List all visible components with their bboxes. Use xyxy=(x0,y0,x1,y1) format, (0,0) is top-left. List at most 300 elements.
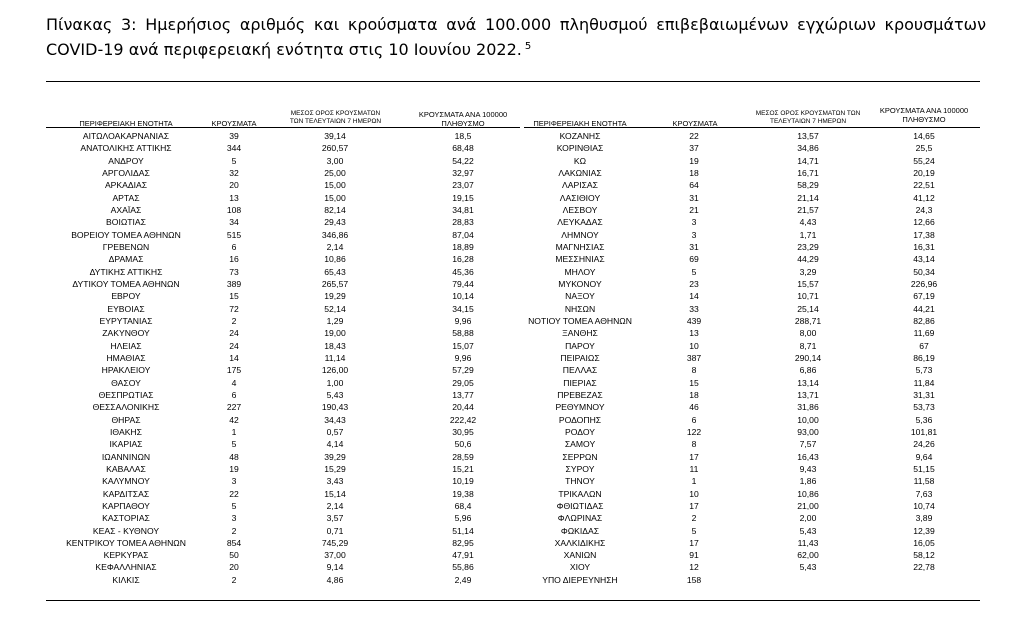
cases-cell: 15 xyxy=(689,377,699,388)
per100k-cell: 9,96 xyxy=(454,352,472,363)
cases-cell: 389 xyxy=(226,278,242,289)
cases-cell: 2 xyxy=(231,574,237,585)
region-cell: ΠΡΕΒΕΖΑΣ xyxy=(557,389,603,400)
region-cell: ΘΕΣΣΑΛΟΝΙΚΗΣ xyxy=(92,402,160,413)
cases-cell: 5 xyxy=(691,525,697,536)
cases-cell: 18 xyxy=(689,167,699,178)
cases-cell: 10 xyxy=(689,488,699,499)
per100k-cell: 68,4 xyxy=(454,500,472,511)
per100k-cell: 41,12 xyxy=(913,192,935,203)
cases-cell: 122 xyxy=(686,426,702,437)
region-cell: ΚΑΒΑΛΑΣ xyxy=(106,463,146,474)
avg7-cell: 25,00 xyxy=(324,167,346,178)
region-cell: ΤΗΝΟΥ xyxy=(565,476,595,487)
cases-cell: 227 xyxy=(226,402,242,413)
per100k-cell: 226,96 xyxy=(910,278,938,289)
avg7-cell: 9,14 xyxy=(326,562,344,573)
avg7-cell: 1,71 xyxy=(799,229,817,240)
per100k-cell: 82,95 xyxy=(452,537,474,548)
region-cell: ΚΟΖΑΝΗΣ xyxy=(559,131,601,141)
table-row xyxy=(0,475,1033,487)
cases-cell: 48 xyxy=(229,451,239,462)
avg7-cell: 288,71 xyxy=(794,315,822,326)
region-cell: ΚΑΡΠΑΘΟΥ xyxy=(102,500,150,511)
table-row xyxy=(0,229,1033,241)
region-cell: ΚΑΣΤΟΡΙΑΣ xyxy=(102,513,150,524)
per100k-cell: 67,19 xyxy=(913,291,935,302)
per100k-cell: 55,86 xyxy=(452,562,474,573)
per100k-cell: 54,22 xyxy=(452,155,474,166)
cases-cell: 5 xyxy=(231,500,237,511)
caption-text: Πίνακας 3: Ημερήσιος αριθμός και κρούσματα ανά 100.000 πληθυσμού επιβεβαιωμένων εγχώριων κρουσμάτων COVID-19 ανά περιφερειακή ενότητα στις 10 Ιουνίου 2022. xyxy=(46,15,986,59)
avg7-cell: 4,14 xyxy=(326,439,344,450)
avg7-cell: 11,43 xyxy=(797,537,819,548)
cases-cell: 21 xyxy=(689,204,699,215)
cases-cell: 14 xyxy=(689,291,699,302)
cases-cell: 64 xyxy=(689,180,699,191)
table-row xyxy=(0,216,1033,228)
avg7-cell: 3,00 xyxy=(326,155,344,166)
per100k-cell: 10,19 xyxy=(452,476,474,487)
avg7-cell: 23,29 xyxy=(797,241,819,252)
cases-cell: 22 xyxy=(229,488,239,499)
avg7-cell: 290,14 xyxy=(794,352,822,363)
avg7-cell: 9,43 xyxy=(799,463,817,474)
table-row xyxy=(0,290,1033,302)
table-row xyxy=(0,352,1033,364)
cases-cell: 24 xyxy=(229,340,239,351)
region-cell: ΝΑΞΟΥ xyxy=(565,291,595,302)
per100k-cell: 29,05 xyxy=(452,377,474,388)
region-cell: ΘΑΣΟΥ xyxy=(111,377,141,388)
avg7-cell: 34,43 xyxy=(324,414,346,425)
per100k-cell: 17,38 xyxy=(913,229,935,240)
avg7-cell: 15,57 xyxy=(797,278,819,289)
footnote-marker: 5 xyxy=(524,41,532,52)
per100k-cell: 20,44 xyxy=(452,402,474,413)
cases-cell: 5 xyxy=(231,155,237,166)
cases-cell: 14 xyxy=(229,352,239,363)
per100k-cell: 50,34 xyxy=(913,266,935,277)
table-row xyxy=(0,253,1033,265)
avg7-cell: 10,86 xyxy=(797,488,819,499)
avg7-cell: 6,86 xyxy=(799,365,817,376)
cases-cell: 73 xyxy=(229,266,239,277)
cases-cell: 13 xyxy=(229,192,239,203)
avg7-cell: 14,71 xyxy=(797,155,819,166)
table-row xyxy=(0,315,1033,327)
region-cell: ΑΡΚΑΔΙΑΣ xyxy=(104,180,148,191)
region-cell: ΑΡΓΟΛΙΔΑΣ xyxy=(102,167,150,178)
cases-cell: 3 xyxy=(691,229,697,240)
per100k-cell: 11,69 xyxy=(913,328,935,339)
region-cell: ΚΟΡΙΝΘΙΑΣ xyxy=(556,143,604,154)
table-row xyxy=(0,130,1033,142)
avg7-cell: 13,14 xyxy=(797,377,819,388)
cases-cell: 16 xyxy=(229,254,239,265)
table-row xyxy=(0,488,1033,500)
cases-cell: 854 xyxy=(226,537,242,548)
region-cell: ΒΟΡΕΙΟΥ ΤΟΜΕΑ ΑΘΗΝΩΝ xyxy=(71,229,181,240)
cases-cell: 387 xyxy=(686,352,702,363)
cases-cell: 3 xyxy=(231,513,237,524)
region-cell: ΕΒΡΟΥ xyxy=(111,291,141,302)
avg7-cell: 13,57 xyxy=(797,131,819,141)
avg7-cell: 15,00 xyxy=(324,180,346,191)
table-row xyxy=(0,364,1033,376)
avg7-cell: 82,14 xyxy=(324,204,346,215)
region-cell: ΣΕΡΡΩΝ xyxy=(562,451,598,462)
avg7-cell: 37,00 xyxy=(324,550,346,561)
avg7-cell: 29,43 xyxy=(324,217,346,228)
region-cell: ΡΕΘΥΜΝΟΥ xyxy=(555,402,605,413)
cases-cell: 108 xyxy=(226,204,242,215)
header-per100k-left: ΚΡΟΥΣΜΑΤΑ ΑΝΑ 100000 ΠΛΗΘΥΣΜΟ xyxy=(418,110,508,128)
avg7-cell: 11,14 xyxy=(324,352,346,363)
avg7-cell: 65,43 xyxy=(324,266,346,277)
region-cell: ΒΟΙΩΤΙΑΣ xyxy=(106,217,146,228)
per100k-cell: 34,15 xyxy=(452,303,474,314)
table-row xyxy=(0,278,1033,290)
region-cell: ΡΟΔΟΥ xyxy=(565,426,595,437)
region-cell: ΝΗΣΩΝ xyxy=(564,303,596,314)
region-cell: ΤΡΙΚΑΛΩΝ xyxy=(558,488,602,499)
header-cases-left: ΚΡΟΥΣΜΑΤΑ xyxy=(211,119,257,128)
avg7-cell: 5,43 xyxy=(799,562,817,573)
table-bottom-rule xyxy=(46,600,980,601)
cases-cell: 42 xyxy=(229,414,239,425)
per100k-cell: 18,89 xyxy=(452,241,474,252)
avg7-cell: 10,86 xyxy=(324,254,346,265)
table-row xyxy=(0,451,1033,463)
per100k-cell: 24,3 xyxy=(915,204,933,215)
region-cell: ΑΡΤΑΣ xyxy=(112,192,140,203)
cases-cell: 69 xyxy=(689,254,699,265)
per100k-cell: 2,49 xyxy=(454,574,472,585)
region-cell: ΜΗΛΟΥ xyxy=(564,266,596,277)
avg7-cell: 3,43 xyxy=(326,476,344,487)
cases-cell: 10 xyxy=(689,340,699,351)
avg7-cell: 3,29 xyxy=(799,266,817,277)
table-row xyxy=(0,204,1033,216)
region-cell: ΚΕΦΑΛΛΗΝΙΑΣ xyxy=(95,562,157,573)
per100k-cell: 68,48 xyxy=(452,143,474,154)
region-cell: ΚΕΡΚΥΡΑΣ xyxy=(103,550,149,561)
cases-cell: 13 xyxy=(689,328,699,339)
cases-cell: 34 xyxy=(229,217,239,228)
avg7-cell: 3,57 xyxy=(326,513,344,524)
cases-cell: 37 xyxy=(689,143,699,154)
avg7-cell: 18,43 xyxy=(324,340,346,351)
avg7-cell: 2,00 xyxy=(799,513,817,524)
region-cell: ΠΑΡΟΥ xyxy=(565,340,595,351)
per100k-cell: 12,39 xyxy=(913,525,935,536)
table-row xyxy=(0,377,1033,389)
region-cell: ΑΝΑΤΟΛΙΚΗΣ ΑΤΤΙΚΗΣ xyxy=(80,143,172,154)
avg7-cell: 8,71 xyxy=(799,340,817,351)
per100k-cell: 20,19 xyxy=(913,167,935,178)
per100k-cell: 10,14 xyxy=(452,291,474,302)
header-region-left: ΠΕΡΙΦΕΡΕΙΑΚΗ ΕΝΟΤΗΤΑ xyxy=(79,119,173,128)
table-row xyxy=(0,525,1033,537)
cases-cell: 17 xyxy=(689,451,699,462)
header-avg7-left: ΜΕΣΟΣ ΟΡΟΣ ΚΡΟΥΣΜΑΤΩΝ ΤΩΝ ΤΕΛΕΥΤΑΙΩΝ 7 ΗΜΕΡΩΝ xyxy=(289,110,382,125)
per100k-cell: 19,38 xyxy=(452,488,474,499)
avg7-cell: 44,29 xyxy=(797,254,819,265)
cases-cell: 5 xyxy=(691,266,697,277)
per100k-cell: 79,44 xyxy=(452,278,474,289)
avg7-cell: 4,43 xyxy=(799,217,817,228)
region-cell: ΠΕΛΛΑΣ xyxy=(562,365,598,376)
per100k-cell: 5,73 xyxy=(915,365,933,376)
per100k-cell: 30,95 xyxy=(452,426,474,437)
table-row xyxy=(0,549,1033,561)
region-cell: ΑΙΤΩΛΟΑΚΑΡΝΑΝΙΑΣ xyxy=(82,131,170,141)
table-row xyxy=(0,303,1033,315)
cases-cell: 46 xyxy=(689,402,699,413)
per100k-cell: 22,51 xyxy=(913,180,935,191)
avg7-cell: 2,14 xyxy=(326,500,344,511)
table-row xyxy=(0,327,1033,339)
cases-cell: 344 xyxy=(226,143,242,154)
avg7-cell: 5,43 xyxy=(326,389,344,400)
header-cases-right: ΚΡΟΥΣΜΑΤΑ xyxy=(672,119,718,128)
region-cell: ΙΚΑΡΙΑΣ xyxy=(109,439,143,450)
per100k-cell: 57,29 xyxy=(452,365,474,376)
per100k-cell: 28,59 xyxy=(452,451,474,462)
table-row xyxy=(0,463,1033,475)
region-cell: ΚΑΡΔΙΤΣΑΣ xyxy=(102,488,150,499)
avg7-cell: 15,00 xyxy=(324,192,346,203)
cases-cell: 17 xyxy=(689,537,699,548)
table-row xyxy=(0,340,1033,352)
cases-cell: 12 xyxy=(689,562,699,573)
avg7-cell: 5,43 xyxy=(799,525,817,536)
cases-cell: 31 xyxy=(689,192,699,203)
per100k-cell: 50,6 xyxy=(454,439,472,450)
region-cell: ΛΑΚΩΝΙΑΣ xyxy=(558,167,602,178)
header-rule-left xyxy=(46,127,520,128)
avg7-cell: 16,71 xyxy=(797,167,819,178)
per100k-cell: 34,81 xyxy=(452,204,474,215)
per100k-cell: 87,04 xyxy=(452,229,474,240)
table-row xyxy=(0,179,1033,191)
avg7-cell: 10,00 xyxy=(797,414,819,425)
region-cell: ΕΥΒΟΙΑΣ xyxy=(107,303,145,314)
region-cell: ΔΥΤΙΚΟΥ ΤΟΜΕΑ ΑΘΗΝΩΝ xyxy=(72,278,180,289)
region-cell: ΕΥΡΥΤΑΝΙΑΣ xyxy=(99,315,153,326)
cases-cell: 515 xyxy=(226,229,242,240)
per100k-cell: 9,96 xyxy=(454,315,472,326)
cases-cell: 31 xyxy=(689,241,699,252)
avg7-cell: 2,14 xyxy=(326,241,344,252)
per100k-cell: 53,73 xyxy=(913,402,935,413)
avg7-cell: 7,57 xyxy=(799,439,817,450)
per100k-cell: 101,81 xyxy=(910,426,938,437)
region-cell: ΘΗΡΑΣ xyxy=(111,414,141,425)
cases-cell: 23 xyxy=(689,278,699,289)
region-cell: ΥΠΟ ΔΙΕΡΕΥΝΗΣΗ xyxy=(542,574,618,585)
region-cell: ΛΕΣΒΟΥ xyxy=(562,204,598,215)
table-row xyxy=(0,192,1033,204)
table-row xyxy=(0,155,1033,167)
per100k-cell: 43,14 xyxy=(913,254,935,265)
region-cell: ΦΛΩΡΙΝΑΣ xyxy=(557,513,603,524)
avg7-cell: 19,29 xyxy=(324,291,346,302)
table-caption xyxy=(46,14,986,61)
table-row xyxy=(0,438,1033,450)
avg7-cell: 25,14 xyxy=(797,303,819,314)
region-cell: ΝΟΤΙΟΥ ΤΟΜΕΑ ΑΘΗΝΩΝ xyxy=(528,315,632,326)
avg7-cell: 39,29 xyxy=(324,451,346,462)
avg7-cell: 15,29 xyxy=(324,463,346,474)
table-row xyxy=(0,142,1033,154)
region-cell: ΚΑΛΥΜΝΟΥ xyxy=(102,476,150,487)
avg7-cell: 0,57 xyxy=(326,426,344,437)
per100k-cell: 15,21 xyxy=(452,463,474,474)
avg7-cell: 745,29 xyxy=(321,537,349,548)
region-cell: ΜΑΓΝΗΣΙΑΣ xyxy=(555,241,605,252)
region-cell: ΣΑΜΟΥ xyxy=(564,439,596,450)
cases-cell: 1 xyxy=(231,426,237,437)
region-cell: ΠΙΕΡΙΑΣ xyxy=(563,377,597,388)
per100k-cell: 13,77 xyxy=(452,389,474,400)
region-cell: ΔΡΑΜΑΣ xyxy=(108,254,144,265)
region-cell: ΚΕΑΣ - ΚΥΘΝΟΥ xyxy=(92,525,160,536)
region-cell: ΦΩΚΙΔΑΣ xyxy=(560,525,600,536)
avg7-cell: 58,29 xyxy=(797,180,819,191)
region-cell: ΛΑΣΙΘΙΟΥ xyxy=(559,192,601,203)
per100k-cell: 10,74 xyxy=(913,500,935,511)
avg7-cell: 39,14 xyxy=(324,131,346,141)
per100k-cell: 82,86 xyxy=(913,315,935,326)
avg7-cell: 15,14 xyxy=(324,488,346,499)
header-rule-right xyxy=(524,127,980,128)
cases-cell: 158 xyxy=(686,574,702,585)
region-cell: ΧΑΛΚΙΔΙΚΗΣ xyxy=(554,537,606,548)
per100k-cell: 22,78 xyxy=(913,562,935,573)
cases-cell: 175 xyxy=(226,365,242,376)
cases-cell: 11 xyxy=(689,463,699,474)
cases-cell: 6 xyxy=(691,414,697,425)
cases-cell: 19 xyxy=(229,463,239,474)
table-row xyxy=(0,500,1033,512)
avg7-cell: 13,71 xyxy=(797,389,819,400)
per100k-cell: 58,88 xyxy=(452,328,474,339)
table-row xyxy=(0,266,1033,278)
region-cell: ΑΝΔΡΟΥ xyxy=(108,155,144,166)
cases-cell: 33 xyxy=(689,303,699,314)
per100k-cell: 16,31 xyxy=(913,241,935,252)
region-cell: ΡΟΔΟΠΗΣ xyxy=(558,414,602,425)
per100k-cell: 67 xyxy=(919,340,929,351)
per100k-cell: 24,26 xyxy=(913,439,935,450)
cases-cell: 22 xyxy=(689,131,699,141)
avg7-cell: 10,71 xyxy=(797,291,819,302)
region-cell: ΓΡΕΒΕΝΩΝ xyxy=(102,241,150,252)
table-row xyxy=(0,414,1033,426)
avg7-cell: 93,00 xyxy=(797,426,819,437)
per100k-cell: 15,07 xyxy=(452,340,474,351)
avg7-cell: 62,00 xyxy=(797,550,819,561)
table-row xyxy=(0,167,1033,179)
per100k-cell: 7,63 xyxy=(915,488,933,499)
region-cell: ΗΡΑΚΛΕΙΟΥ xyxy=(101,365,151,376)
per100k-cell: 5,36 xyxy=(915,414,933,425)
region-cell: ΛΗΜΝΟΥ xyxy=(561,229,599,240)
table-row xyxy=(0,512,1033,524)
cases-cell: 24 xyxy=(229,328,239,339)
avg7-cell: 190,43 xyxy=(321,402,349,413)
table-row xyxy=(0,426,1033,438)
cases-cell: 3 xyxy=(231,476,237,487)
per100k-cell: 11,84 xyxy=(913,377,935,388)
cases-cell: 8 xyxy=(691,365,697,376)
cases-cell: 32 xyxy=(229,167,239,178)
per100k-cell: 23,07 xyxy=(452,180,474,191)
header-avg7-right: ΜΕΣΟΣ ΟΡΟΣ ΚΡΟΥΣΜΑΤΩΝ ΤΩΝ ΤΕΛΕΥΤΑΙΩΝ 7 ΗΜΕΡΩΝ xyxy=(755,110,861,125)
per100k-cell: 16,05 xyxy=(913,537,935,548)
per100k-cell: 19,15 xyxy=(452,192,474,203)
region-cell: ΦΘΙΩΤΙΔΑΣ xyxy=(556,500,604,511)
region-cell: ΧΑΝΙΩΝ xyxy=(563,550,597,561)
region-cell: ΚΕΝΤΡΙΚΟΥ ΤΟΜΕΑ ΑΘΗΝΩΝ xyxy=(66,537,186,548)
region-cell: ΧΙΟΥ xyxy=(569,562,591,573)
table-row xyxy=(0,537,1033,549)
region-cell: ΘΕΣΠΡΩΤΙΑΣ xyxy=(98,389,154,400)
avg7-cell: 1,86 xyxy=(799,476,817,487)
avg7-cell: 1,00 xyxy=(326,377,344,388)
per100k-cell: 11,58 xyxy=(913,476,935,487)
per100k-cell: 58,12 xyxy=(913,550,935,561)
region-cell: ΗΛΕΙΑΣ xyxy=(110,340,142,351)
per100k-cell: 47,91 xyxy=(452,550,474,561)
region-cell: ΣΥΡΟΥ xyxy=(565,463,595,474)
region-cell: ΚΙΛΚΙΣ xyxy=(112,574,140,585)
region-cell: ΙΘΑΚΗΣ xyxy=(110,426,142,437)
cases-cell: 2 xyxy=(691,513,697,524)
avg7-cell: 31,86 xyxy=(797,402,819,413)
cases-cell: 17 xyxy=(689,500,699,511)
per100k-cell: 86,19 xyxy=(913,352,935,363)
per100k-cell: 5,96 xyxy=(454,513,472,524)
region-cell: ΚΩ xyxy=(573,155,587,166)
region-cell: ΛΑΡΙΣΑΣ xyxy=(562,180,598,191)
per100k-cell: 51,14 xyxy=(452,525,474,536)
cases-cell: 20 xyxy=(229,562,239,573)
avg7-cell: 260,57 xyxy=(321,143,349,154)
per100k-cell: 31,31 xyxy=(913,389,935,400)
per100k-cell: 18,5 xyxy=(454,131,472,141)
avg7-cell: 265,57 xyxy=(321,278,349,289)
cases-cell: 1 xyxy=(691,476,697,487)
region-cell: ΑΧΑΪΑΣ xyxy=(110,204,142,215)
cases-cell: 39 xyxy=(229,131,239,141)
avg7-cell: 346,86 xyxy=(321,229,349,240)
cases-cell: 18 xyxy=(689,389,699,400)
per100k-cell: 25,5 xyxy=(915,143,933,154)
cases-cell: 50 xyxy=(229,550,239,561)
table-top-rule xyxy=(46,81,980,82)
region-cell: ΜΕΣΣΗΝΙΑΣ xyxy=(555,254,605,265)
cases-cell: 5 xyxy=(231,439,237,450)
per100k-cell: 16,28 xyxy=(452,254,474,265)
cases-cell: 72 xyxy=(229,303,239,314)
avg7-cell: 126,00 xyxy=(321,365,349,376)
avg7-cell: 21,14 xyxy=(797,192,819,203)
per100k-cell: 14,65 xyxy=(913,131,935,141)
per100k-cell: 12,66 xyxy=(913,217,935,228)
